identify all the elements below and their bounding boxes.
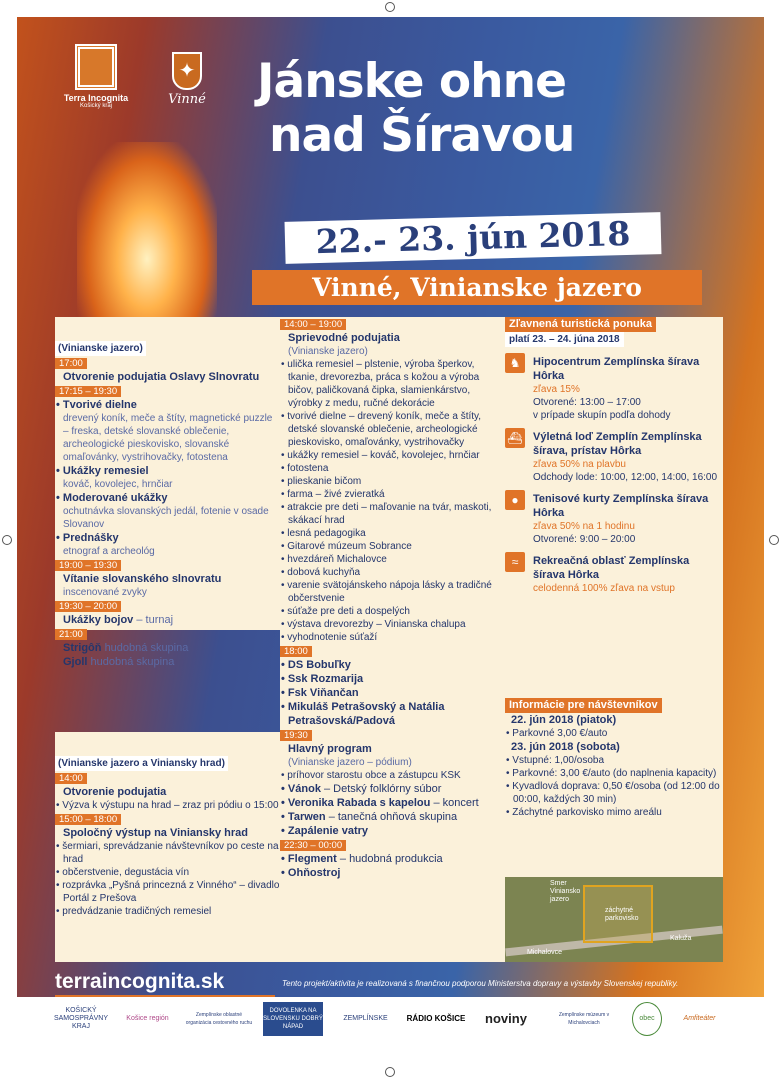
sponsor-zemplinske: ZEMPLÍNSKE	[343, 1015, 388, 1022]
poster	[17, 17, 764, 997]
sponsor-dovolenka: DOVOLENKA NA SLOVENSKU DOBRÝ NÁPAD	[263, 1002, 323, 1036]
program-item: • dobová kuchyňa	[288, 566, 505, 579]
program-item: • Ssk Rozmarija	[288, 672, 505, 686]
visitor-info: Informácie pre návštevníkov 22. jún 2018 (piatok) • Parkovné 3,00 €/auto 23. jún 2018 (sobota) • Vstupné: 1,00/osoba • Parkovné: 3,00 €/auto (do naplnenia kapacity) • Kyvadlová doprava: 0,50 €/osoba (od 12:00 do 00:00, každých 30 min) • Záchytné parkovisko mimo areálu	[505, 694, 723, 877]
program-item: • DS Bobuľky	[288, 658, 505, 672]
sponsor-muzeum: Zemplínske múzeum v Michalovciach	[558, 1012, 610, 1026]
sponsor-amfiteater: Amfiteáter	[683, 1015, 716, 1022]
offer-recreation: ≈ Rekreačná oblasť Zemplínska šírava Hôrka celodenná 100% zľava na vstup	[533, 554, 723, 595]
program-item: • varenie svätojánskeho nápoja lásky a tradičné občerstvenie	[288, 579, 505, 605]
crest-icon: ✦	[172, 52, 202, 90]
program-item: • súťaže pre deti a dospelých	[288, 605, 505, 618]
program-item: • výstava drevorezby – Vinianska chalupa	[288, 618, 505, 631]
poster-title: Jánske ohne nad Šíravou	[257, 54, 575, 163]
registration-mark	[385, 2, 395, 12]
swim-icon: ≈	[505, 552, 525, 572]
sponsor-ksk: KOŠICKÝ SAMOSPRÁVNY KRAJ	[53, 1007, 109, 1030]
event-place: Vinné, Vinianske jazero	[252, 270, 702, 305]
offer-hipocentrum: ♞ Hipocentrum Zemplínska šírava Hôrka zľava 15% Otvorené: 13:00 – 17:00 v prípade skupín podľa dohody	[533, 355, 723, 422]
program-item: • farma – živé zvieratká	[288, 488, 505, 501]
sponsor-noviny: noviny	[485, 1011, 527, 1026]
sponsor-obec: obec	[632, 1002, 662, 1036]
sponsor-radio: RÁDIO KOŠICE	[406, 1014, 466, 1023]
boat-icon: ⛴	[505, 428, 525, 448]
program-item: • lesná pedagogika	[288, 527, 505, 540]
tennis-icon: ●	[505, 490, 525, 510]
sponsor-logos	[50, 1002, 730, 1036]
program-item: • atrakcie pre deti – maľovanie na tvár, maskoti, skákací hrad	[288, 501, 505, 527]
terra-incognita-logo-icon	[75, 44, 117, 90]
offer-tennis: ● Tenisové kurty Zemplínska šírava Hôrka zľava 50% na 1 hodinu Otvorené: 9:00 – 20:00	[533, 492, 723, 546]
funding-disclaimer: Tento projekt/aktivita je realizovaná s finančnou podporou Ministerstva dopravy a výstavby Slovenskej republiky.	[282, 979, 679, 988]
day2-program: (Vinianske jazero a Viniansky hrad) 14:00 Otvorenie podujatia • Výzva k výstupu na hrad – zraz pri pódiu o 15:00 15:00 – 18:00 Spoločný výstup na Viniansky hrad • šermiari, sprevádzanie návštevníkov po ceste na hrad • občerstvenie, degustácia vín • rozprávka „Pyšná princezná z Vinného“ – divadlo Portál z Prešova • predvádzanie tradičných remesiel	[55, 732, 280, 962]
program-item: • tvorivé dielne – drevený koník, meče a štíty, detské slovanské oblečenie, archeologické pieskovisko, omaľovánky, vystrihovačky	[288, 410, 505, 449]
program-item: • hvezdáreň Michalovce	[288, 553, 505, 566]
program-item: • Gitarové múzeum Sobrance	[288, 540, 505, 553]
program-item: • Fsk Viňančan	[288, 686, 505, 700]
sponsor-ooc: Zemplínske oblastné organizácia cestovného ruchu	[185, 1012, 253, 1026]
discount-offers: Zľavnená turistická ponuka platí 23. – 24. júna 2018 ♞ Hipocentrum Zemplínska šírava Hôrka zľava 15% Otvorené: 13:00 – 17:00 v prípade skupín podľa dohody ⛴ Výletná loď Zemplín Zemplínska šírava, prístav Hôrka zľava 50% na plavbu Odchody lode: 10:00, 12:00, 14:00, 16:00 ● Tenisové kurty Zemplínska šírava Hôrka zľava 50% na 1 hodinu Otvorené: 9:00 – 20:00 ≈ Rekreačná oblasť Zemplínska šírava Hôrka celodenná 100% zľava na vstup	[505, 317, 723, 694]
url-underline	[55, 995, 275, 997]
registration-mark	[2, 535, 12, 545]
event-dates: 22.- 23. jún 2018	[285, 212, 662, 264]
offer-boat: ⛴ Výletná loď Zemplín Zemplínska šírava, prístav Hôrka zľava 50% na plavbu Odchody lode: 10:00, 12:00, 14:00, 16:00	[533, 430, 723, 484]
program-item: • ulička remesiel – plstenie, výroba šperkov, tkanie, drevorezba, práca s kožou a výroba bičov, paličkovaná čipka, slamienkárstvo, výrobky z medu, ručné dekorácie	[288, 358, 505, 410]
website-url[interactable]: terraincognita.sk	[55, 970, 225, 993]
sponsor-kosice-region: Košice región	[126, 1015, 169, 1022]
program-item: • fotostena	[288, 462, 505, 475]
bonfire-illustration	[77, 142, 217, 322]
parking-map: Smer Viniansko jazero záchytné parkovisko Michalovce Kaluža	[505, 877, 723, 962]
accompanying-program: 14:00 – 19:00 Sprievodné podujatia (Vinianske jazero) • ulička remesiel – plstenie, výroba šperkov, tkanie, drevorezba, práca s kožou a výroba bičov, paličkovaná čipka, slamienkárstvo, výrobky z medu, ručné dekorácie • tvorivé dielne – drevený koník, meče a štíty, detské slovanské oblečenie, archeologické pieskovisko, omaľovánky, vystrihovačky • ukážky remesiel – kováč, kovolejec, hrnčiar • fotostena • plieskanie bičom • farma – živé zvieratká • atrakcie pre deti – maľovanie na tvár, maskoti, skákací hrad • lesná pedagogika • Gitarové múzeum Sobrance • hvezdáreň Michalovce • dobová kuchyňa • varenie svätojánskeho nápoja lásky a tradičné občerstvenie • súťaže pre deti a dospelých • výstava drevorezby – Vinianska chalupa • vyhodnotenie súťaží 18:00 • DS Bobuľky • Ssk Rozmarija • Fsk Viňančan • Mikuláš Petrašovský a Natália Petrašovská/Padová 19:30 Hlavný program (Vinianske jazero – pódium) • príhovor starostu obce a zástupcu KSK • Vánok – Detský folklórny súbor • Veronika Rabada s kapelou – koncert • Tarwen – tanečná ohňová skupina • Zapálenie vatry 22:30 – 00:00 • Flegment – hudobná produkcia • Ohňostroj	[280, 317, 505, 962]
program-item: • vyhodnotenie súťaží	[288, 631, 505, 644]
vinne-crest: ✦ Vinné	[162, 52, 212, 107]
registration-mark	[769, 535, 779, 545]
horse-icon: ♞	[505, 353, 525, 373]
program-item: • ukážky remesiel – kováč, kovolejec, hrnčiar	[288, 449, 505, 462]
terra-incognita-logo: Terra Incognita Košický kraj	[60, 44, 132, 109]
program-item: • plieskanie bičom	[288, 475, 505, 488]
registration-mark	[385, 1067, 395, 1077]
day1-program: (Vinianske jazero) 17:00 Otvorenie podujatia Oslavy Slnovratu 17:15 – 19:30 • Tvorivé dielne drevený koník, meče a štíty, magnetické puzzle – freska, detské slovanské oblečenie, archeologické pieskovisko, slovanské omaľovánky, vystrihovačky, fotostena • Ukážky remesiel kováč, kovolejec, hrnčiar • Moderované ukážky ochutnávka slovanských jedál, fotenie v osade Slovanov • Prednášky etnograf a archeológ 19:00 – 19:30 Vítanie slovanského slnovratu inscenované zvyky 19:30 – 20:00 Ukážky bojov – turnaj 21:00 Strigôň hudobná skupina Gjoll hudobná skupina	[55, 317, 280, 630]
program-item: • Mikuláš Petrašovský a Natália Petrašovská/Padová	[288, 700, 505, 728]
